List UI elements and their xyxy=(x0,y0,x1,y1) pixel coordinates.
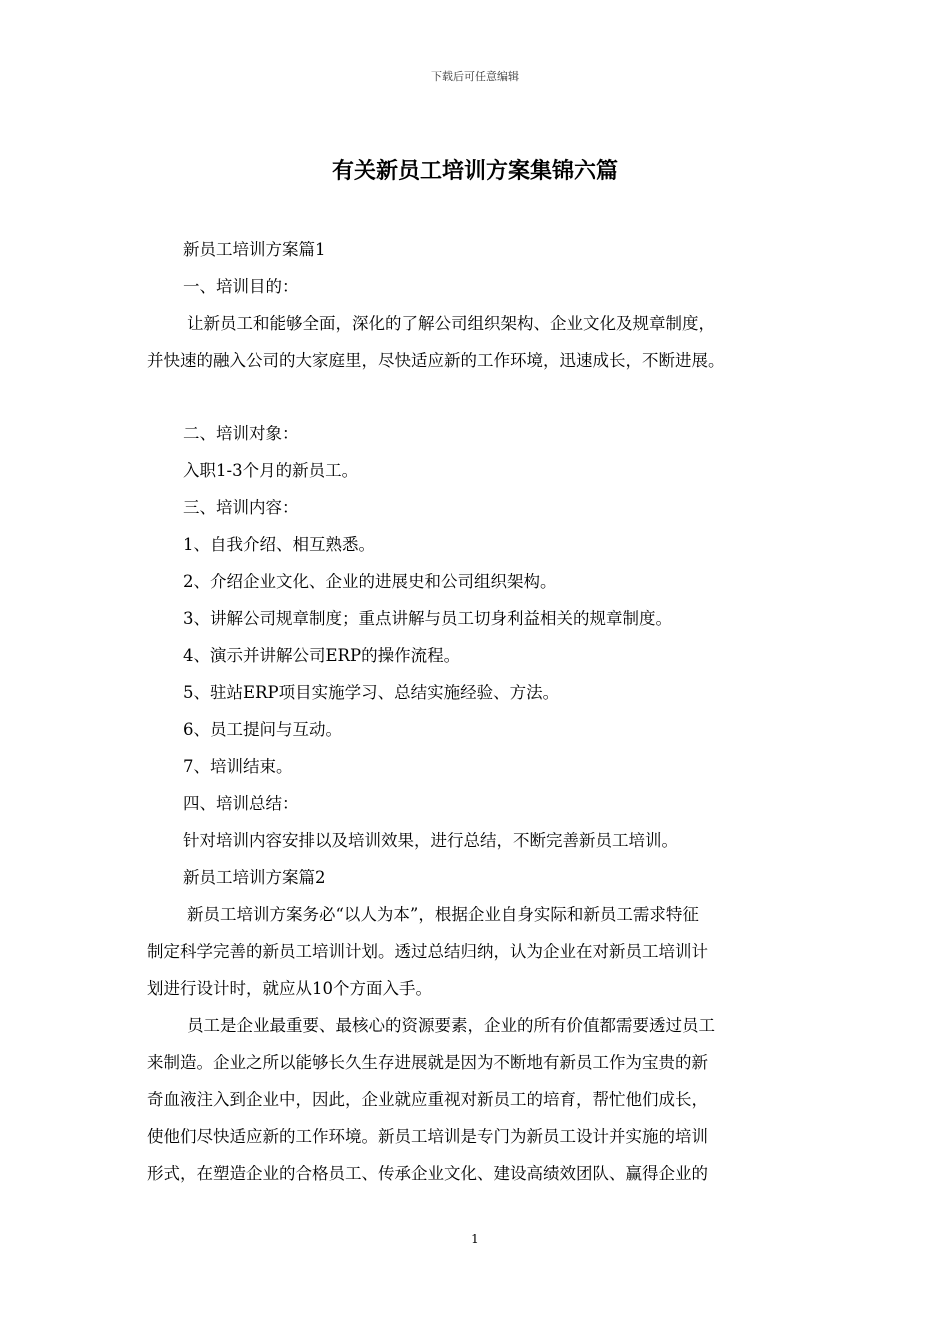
list-item: 1、自我介绍、相互熟悉。 xyxy=(183,535,375,554)
paragraph-line: 划进行设计时，就应从10个方面入手。 xyxy=(147,979,432,998)
list-item: 4、演示并讲解公司ERP的操作流程。 xyxy=(183,646,461,665)
section-heading-1: 新员工培训方案篇1 xyxy=(183,240,326,259)
heading-target: 二、培训对象： xyxy=(183,424,299,443)
document-body xyxy=(147,238,811,1199)
paragraph-line: 入职1-3个月的新员工。 xyxy=(183,461,359,480)
paragraph-line: 员工是企业最重要、最核心的资源要素，企业的所有价值都需要透过员工 xyxy=(187,1016,715,1035)
heading-content: 三、培训内容： xyxy=(183,498,299,517)
list-item: 3、讲解公司规章制度；重点讲解与员工切身利益相关的规章制度。 xyxy=(183,609,672,628)
heading-purpose: 一、培训目的： xyxy=(183,277,299,296)
page-number: 1 xyxy=(471,1232,479,1246)
paragraph-line: 使他们尽快适应新的工作环境。新员工培训是专门为新员工设计并实施的培训 xyxy=(147,1127,708,1146)
paragraph-line: 让新员工和能够全面，深化的了解公司组织架构、企业文化及规章制度， xyxy=(187,314,715,333)
list-item: 7、培训结束。 xyxy=(183,757,293,776)
paragraph-line: 来制造。企业之所以能够长久生存进展就是因为不断地有新员工作为宝贵的新 xyxy=(147,1053,708,1072)
paragraph-line: 制定科学完善的新员工培训计划。透过总结归纳，认为企业在对新员工培训计 xyxy=(147,942,708,961)
list-item: 2、介绍企业文化、企业的进展史和公司组织架构。 xyxy=(183,572,557,591)
heading-summary: 四、培训总结： xyxy=(183,794,299,813)
list-item: 6、员工提问与互动。 xyxy=(183,720,342,739)
paragraph-line: 奇血液注入到企业中，因此，企业就应重视对新员工的培育，帮忙他们成长， xyxy=(147,1090,708,1109)
blank-gap xyxy=(147,386,811,422)
paragraph-line: 针对培训内容安排以及培训效果，进行总结，不断完善新员工培训。 xyxy=(183,831,678,850)
section-heading-2: 新员工培训方案篇2 xyxy=(183,868,326,887)
document-title: 有关新员工培训方案集锦六篇 xyxy=(331,159,618,184)
paragraph-line: 并快速的融入公司的大家庭里，尽快适应新的工作环境，迅速成长，不断进展。 xyxy=(147,351,725,370)
paragraph-line: 形式，在塑造企业的合格员工、传承企业文化、建设高绩效团队、赢得企业的 xyxy=(147,1164,708,1183)
paragraph-line: 新员工培训方案务必“以人为本”，根据企业自身实际和新员工需求特征 xyxy=(187,905,699,924)
list-item: 5、驻站ERP项目实施学习、总结实施经验、方法。 xyxy=(183,683,560,702)
header-note: 下载后可任意编辑 xyxy=(431,70,519,83)
